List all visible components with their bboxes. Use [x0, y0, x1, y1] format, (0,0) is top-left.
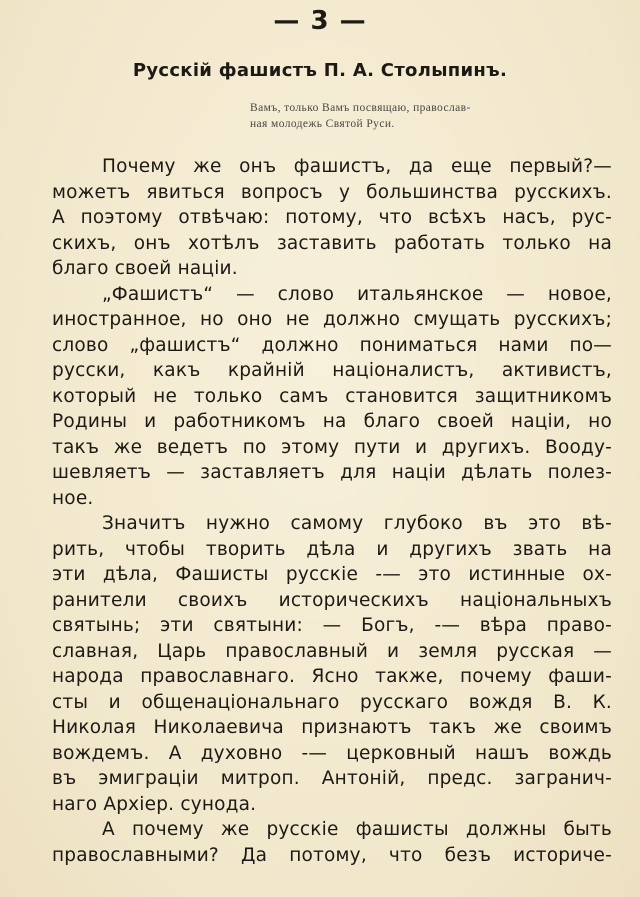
- text-line: эти дѣла, Фашисты русскіе -— это истинные ох-: [52, 564, 612, 585]
- article-title: Русскій фашистъ П. А. Столыпинъ.: [132, 60, 508, 81]
- text-line: ранители своихъ историческихъ національныхъ: [52, 589, 612, 611]
- text-line: народа православнаго. Ясно также, почему фаши-: [52, 666, 612, 687]
- text-line: сты и общенаціональнаго русскаго вождя В. К.: [52, 691, 612, 713]
- text-line: православными? Да потому, что безъ историче-: [52, 844, 612, 866]
- text-line: русски, какъ крайній націоналистъ, активистъ,: [52, 360, 612, 381]
- text-line: который не только самъ становится защитникомъ: [52, 385, 612, 407]
- text-line: святынь; эти святыни: — Богъ, -— вѣра право-: [52, 615, 612, 636]
- paragraph: [52, 282, 612, 512]
- paragraph: [52, 511, 612, 817]
- text-line: иностранное, но оно не должно смущать русскихъ;: [52, 309, 612, 330]
- text-line: Значитъ нужно самому глубоко въ это вѣ-: [102, 513, 612, 534]
- text-line: благо своей націи.: [52, 258, 238, 279]
- paragraph: [52, 154, 612, 282]
- text-line: рить, чтобы творить дѣла и другихъ звать на: [52, 538, 612, 560]
- text-line: слово „фашистъ“ должно пониматься нами по—: [52, 334, 612, 356]
- paragraph: [52, 817, 612, 868]
- text-line: Родины и работникомъ на благо своей націи, но: [52, 411, 612, 432]
- text-line: такъ же ведетъ по этому пути и другихъ. Вооду-: [52, 436, 612, 458]
- text-line: шевляетъ — заставляетъ для націи дѣлать полез-: [52, 462, 612, 483]
- text-line: „Фашистъ“ — слово итальянское — новое,: [102, 283, 612, 305]
- dedication-line: Вамъ, только Вамъ посвящаю, православ-: [250, 102, 471, 114]
- text-line: можетъ явиться вопросъ у большинства русскихъ.: [52, 181, 612, 203]
- body-text: [52, 154, 612, 868]
- text-line: наго Архіер. сунода.: [52, 793, 257, 815]
- text-line: славная, Царь православный и земля русская —: [52, 640, 612, 662]
- text-line: Почему же онъ фашистъ, да еще первый?—: [102, 156, 612, 177]
- text-line: А поэтому отвѣчаю: потому, что всѣхъ насъ, рус-: [52, 207, 612, 228]
- text-line: ное.: [52, 487, 94, 509]
- text-line: А почему же русскіе фашисты должны быть: [102, 819, 612, 840]
- dedication-line: ная молодежь Святой Руси.: [250, 118, 395, 130]
- dedication: [250, 100, 612, 132]
- text-line: вождемъ. А духовно -— церковный нашъ вождь: [52, 742, 612, 764]
- text-line: Николая Николаевича признаютъ такъ же своимъ: [52, 717, 612, 738]
- text-line: скихъ, онъ хотѣлъ заставить работать только на: [52, 232, 612, 254]
- text-line: въ эмиграціи митроп. Антоній, предс. загранич-: [52, 768, 612, 789]
- page-number: — 3 —: [273, 6, 367, 36]
